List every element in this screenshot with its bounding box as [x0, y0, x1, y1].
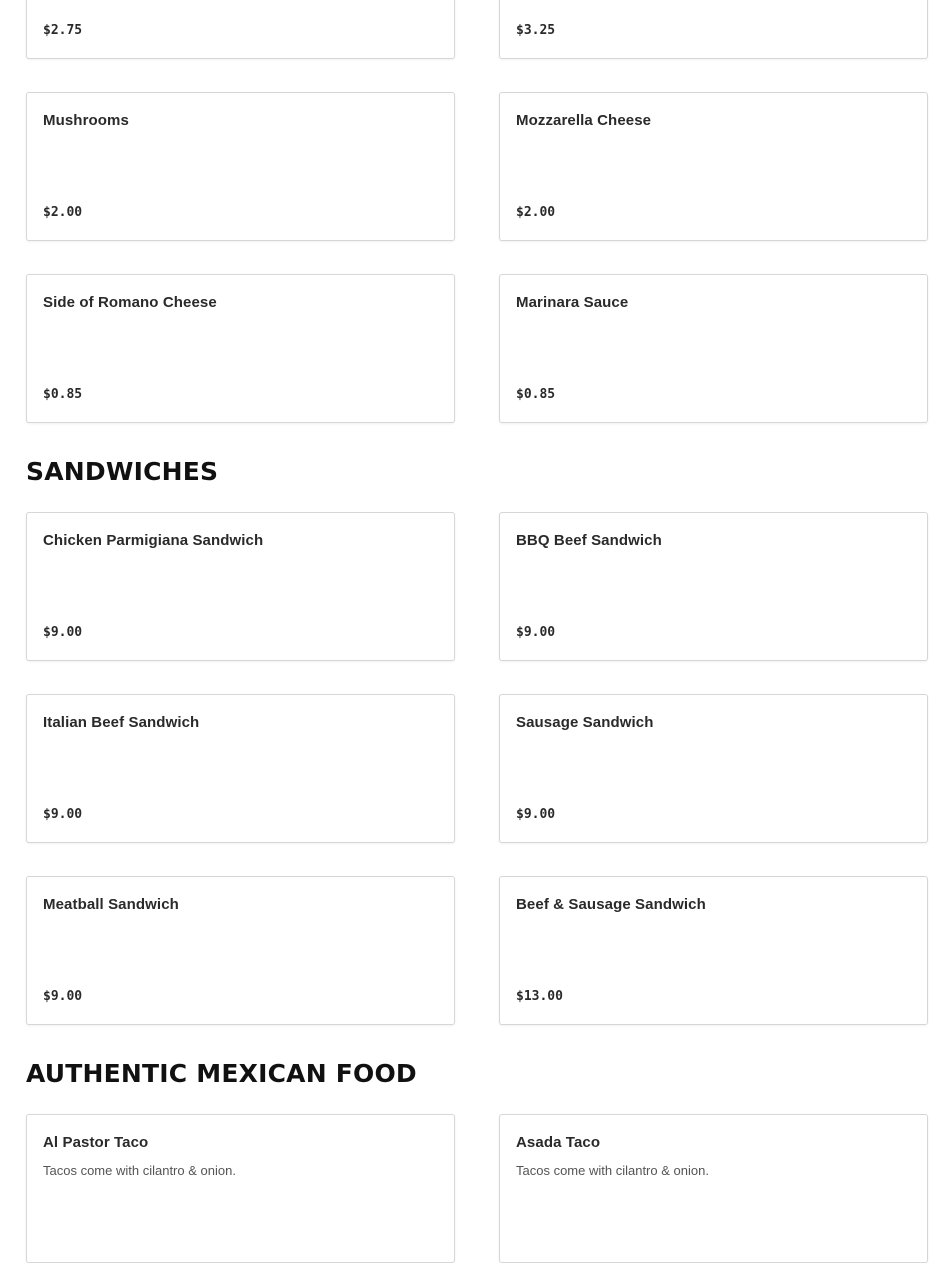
section-heading-mexican-food: AUTHENTIC MEXICAN FOOD	[26, 1059, 417, 1088]
menu-item-card[interactable]	[26, 92, 455, 241]
menu-item-name: Mozzarella Cheese	[516, 112, 652, 129]
menu-item-name: Beef & Sausage Sandwich	[516, 896, 706, 913]
menu-item-grid-mexican-food	[26, 1114, 928, 1263]
menu-item-name: Asada Taco	[516, 1134, 601, 1151]
section-heading-sandwiches: SANDWICHES	[26, 457, 219, 486]
menu-item-card[interactable]	[26, 876, 455, 1025]
menu-item-price: $9.00	[43, 989, 83, 1004]
menu-item-name: Side of Romano Cheese	[43, 294, 217, 311]
menu-item-card[interactable]	[499, 1114, 928, 1263]
menu-item-name: Meatball Sandwich	[43, 896, 179, 913]
menu-item-name: Al Pastor Taco	[43, 1134, 149, 1151]
menu-item-card[interactable]	[499, 92, 928, 241]
menu-item-card[interactable]	[26, 512, 455, 661]
menu-item-price: $3.25	[516, 23, 556, 38]
menu-item-price: $9.00	[43, 807, 83, 822]
menu-item-price: $9.00	[43, 625, 83, 640]
menu-item-card[interactable]	[26, 0, 455, 59]
menu-item-name: BBQ Beef Sandwich	[516, 532, 662, 549]
menu-item-name: Marinara Sauce	[516, 294, 629, 311]
menu-item-name: Chicken Parmigiana Sandwich	[43, 532, 264, 549]
menu-item-price: $2.00	[43, 205, 83, 220]
menu-item-card[interactable]	[26, 274, 455, 423]
menu-item-grid-sandwiches	[26, 512, 928, 1025]
menu-item-price: $9.00	[516, 807, 556, 822]
menu-item-description: Tacos come with cilantro & onion.	[43, 1163, 236, 1178]
menu-item-card[interactable]	[499, 876, 928, 1025]
menu-item-name: Italian Beef Sandwich	[43, 714, 200, 731]
menu-item-price: $9.00	[516, 625, 556, 640]
menu-item-price: $2.00	[516, 205, 556, 220]
menu-item-description: Tacos come with cilantro & onion.	[516, 1163, 709, 1178]
menu-item-card[interactable]	[499, 274, 928, 423]
menu-item-name: Sausage Sandwich	[516, 714, 654, 731]
menu-item-card[interactable]	[26, 694, 455, 843]
menu-item-card[interactable]	[26, 1114, 455, 1263]
menu-item-card[interactable]	[499, 694, 928, 843]
menu-item-price: $2.75	[43, 23, 83, 38]
menu-item-grid-extras	[26, 0, 928, 423]
menu-item-price: $0.85	[43, 387, 83, 402]
menu-item-price: $13.00	[516, 989, 563, 1004]
menu-item-card[interactable]	[499, 512, 928, 661]
menu-item-price: $0.85	[516, 387, 556, 402]
menu-item-card[interactable]	[499, 0, 928, 59]
menu-item-name: Mushrooms	[43, 112, 129, 129]
